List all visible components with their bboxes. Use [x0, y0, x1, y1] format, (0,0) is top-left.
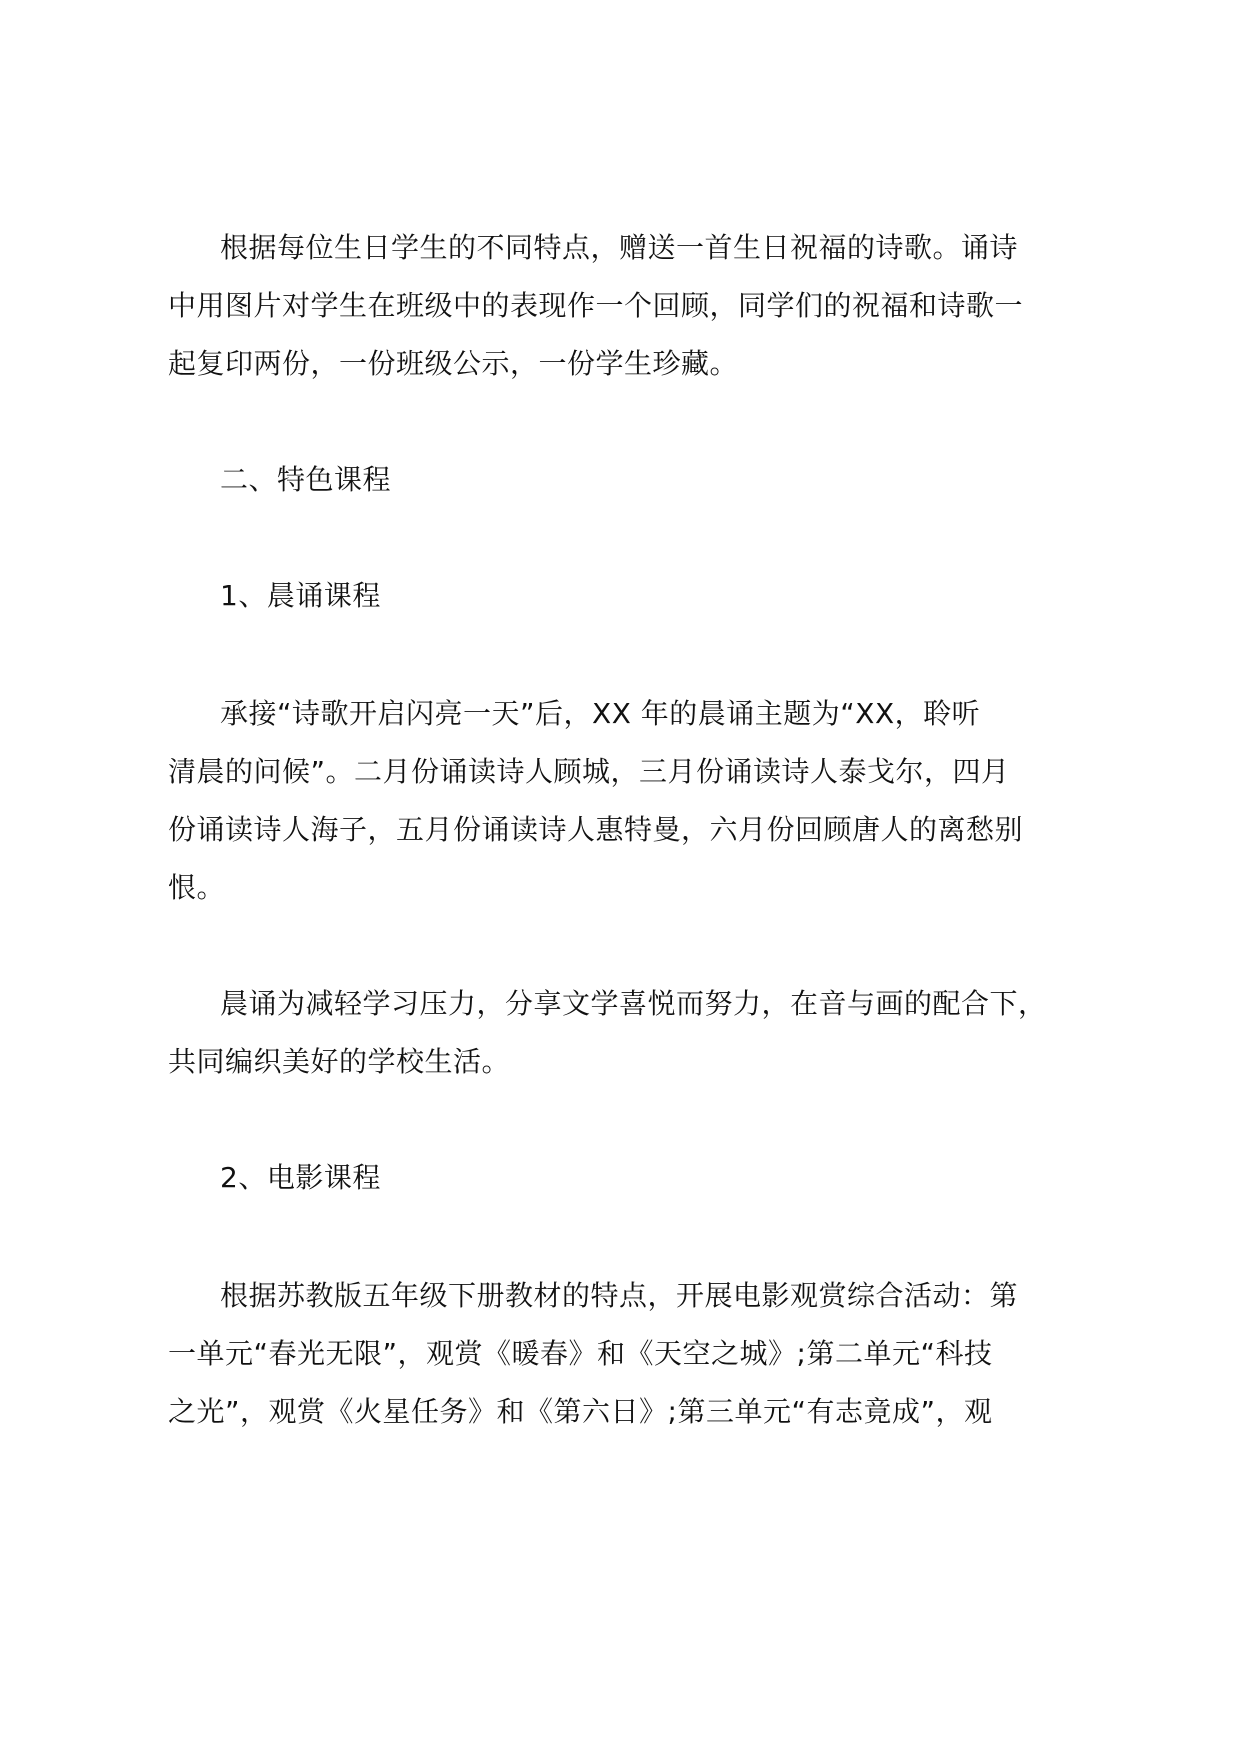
paragraph-morning-goal-line-1: 晨诵为减轻学习压力，分享文学喜悦而努力，在音与画的配合下， [220, 987, 1047, 1020]
paragraph-morning-goal-line-2: 共同编织美好的学校生活。 [168, 1045, 511, 1078]
subheading-morning-recitation: 1、晨诵课程 [220, 579, 381, 612]
paragraph-morning-theme-line-3: 份诵读诗人海子，五月份诵读诗人惠特曼，六月份回顾唐人的离愁别 [168, 813, 1024, 846]
paragraph-birthday-poem-line-2: 中用图片对学生在班级中的表现作一个回顾，同学们的祝福和诗歌一 [168, 289, 1024, 322]
paragraph-movie-course-line-3: 之光”，观赏《火星任务》和《第六日》;第三单元“有志竟成”，观 [168, 1395, 993, 1428]
paragraph-movie-course-line-1: 根据苏教版五年级下册教材的特点，开展电影观赏综合活动：第 [220, 1279, 1019, 1312]
subheading-movie-course: 2、电影课程 [220, 1161, 381, 1194]
paragraph-birthday-poem-line-3: 起复印两份，一份班级公示，一份学生珍藏。 [168, 347, 739, 380]
paragraph-movie-course-line-2: 一单元“春光无限”，观赏《暖春》和《天空之城》;第二单元“科技 [168, 1337, 993, 1370]
paragraph-morning-theme-line-2: 清晨的问候”。二月份诵读诗人顾城，三月份诵读诗人泰戈尔，四月 [168, 755, 1010, 788]
paragraph-morning-theme-line-4: 恨。 [168, 871, 226, 904]
section-heading-featured-courses: 二、特色课程 [220, 463, 392, 496]
paragraph-morning-theme-line-1: 承接“诗歌开启闪亮一天”后，XX 年的晨诵主题为“XX，聆听 [220, 697, 981, 730]
paragraph-birthday-poem-line-1: 根据每位生日学生的不同特点，赠送一首生日祝福的诗歌。诵诗 [220, 231, 1019, 264]
